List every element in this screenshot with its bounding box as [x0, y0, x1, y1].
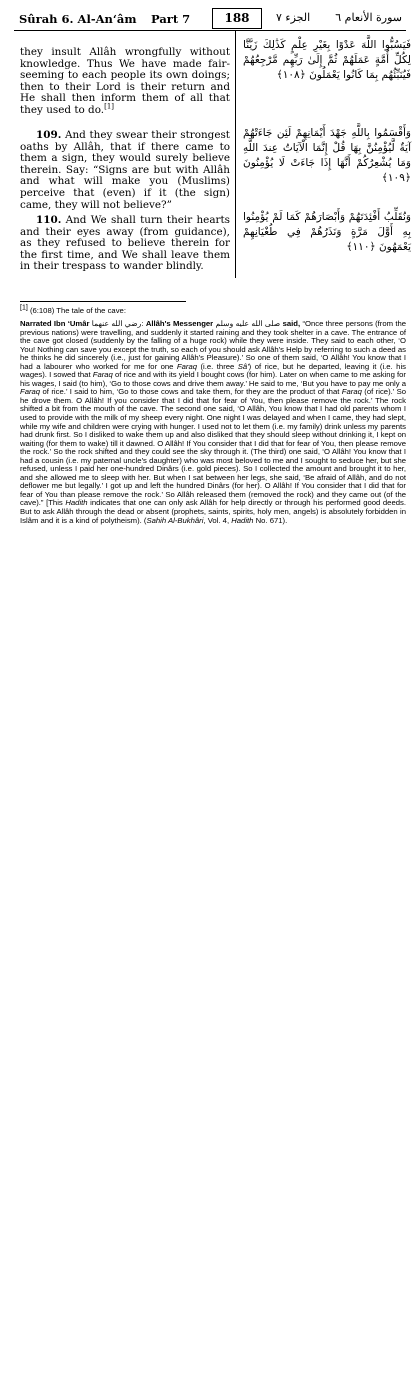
- part-label-english: Part 7: [151, 12, 191, 26]
- verse-110-english: 110. And We shall turn their hearts and their eyes away (from guidance), as they refused to believe therein for the first time, and We shall leave them in their trespass to wander blindly.: [20, 214, 230, 273]
- column-divider: [235, 30, 236, 278]
- page-header: [14, 6, 406, 31]
- surah-title-arabic: سورة الأنعام ٦: [335, 11, 402, 24]
- part-label-arabic: الجزء ٧: [276, 11, 311, 24]
- footnote-body: Narrated Ibn ‘Umâr رضي الله عنهما: Allâh's Messenger صلى الله عليه وسلم said, “Once three persons (from the previous nations) were travelling, and suddenly it started raining and they took shelter in a cave. The entrance of the cave got closed (suddenly by the falling of a huge rock) while they were inside. They said to each other, ‘O You! Nothing can save you except the truth, so each of you should ask Allâh's Help by referring to such a deed as he thinks he did sincerely (i.e., just for gaining Allâh's Pleasure).’ So one of them said, ‘O Allâh! You know that I had a labourer who worked for me for one Faraq (i.e. three Sâ') of rice, but he departed, leaving it (i.e. his wages). I sowed that Faraq of rice and with its yield I bought cows (for him). Later on when came to me asking for his wages, I said (to him), ‘Go to those cows and drive them away.’ He said to me, ‘But you have to pay me only a Faraq of rice.’ I said to him, ‘Go to those cows and take them, for they are the product of that Faraq (of rice).’ So he drove them. O Allâh! If you consider that I did that for fear of You, then please remove the rock.’ The rock shifted a bit from the mouth of the cave. The second one said, ‘O Allâh, You know that I had old parents whom I used to provide with the milk of my sheep every night. One night I was delayed and when I came, they had slept, while my wife and children were crying with hunger. I used not to let them (i.e. my family) drink unless my parents had drunk first. So I disliked to wake them up and also disliked that they should sleep without drinking it, I kept on waiting (for them to wake) till it dawned. O Allâh! If You consider that I did that for fear of You, then please remove the rock.’ So the rock shifted and they could see the sky through it. (The third) one said, ‘O Allâh! You know that I had a cousin (i.e. my paternal uncle's daughter) who was most beloved to me and I sought to seduce her, but she refused, unless I paid her one-hundred Dinârs (i.e. gold pieces). So I collected the amount and brought it to her, and she allowed me to sleep with her. But when I sat between her legs, she said, ‘Be afraid of Allâh, and do not deflower me but legally.’ I got up and left the hundred Dinârs (for her). O Allâh! If You consider that I did that for fear of You than please remove the rock.’ So Allâh released them (removed the rock) and they came out (of the cave).” [This Hadith indicates that one can only ask Allâh for help directly or through his performed good deeds. But to ask Allâh through the dead or absent (prophets, saints, spirits, holy men, angels) is absolutely forbidden in Islâm and it is a kind of polytheism). (Sahih Al-Bukhâri, Vol. 4, Hadith No. 671).: [20, 319, 407, 525]
- verse-number: 109.: [36, 129, 62, 141]
- verse-110-arabic: وَنُقَلِّبُ أَفْئِدَتَهُمْ وَأَبْصَارَهُمْ كَمَا لَمْ يُؤْمِنُوا بِهِ أَوَّلَ مَرَّةٍ وَنَذَرُهُمْ فِي طُغْيَانِهِمْ يَعْمَهُونَ ﴿١١٠﴾: [243, 211, 411, 253]
- footnote-marker: [1]: [104, 102, 115, 111]
- verse-109-arabic: وَأَقْسَمُوا بِاللَّهِ جَهْدَ أَيْمَانِهِمْ لَئِن جَاءَتْهُمْ آيَةٌ لَّيُؤْمِنُنَّ بِهَا قُلْ إِنَّمَا الْآيَاتُ عِندَ اللَّهِ وَمَا يُشْعِرُكُمْ أَنَّهَا إِذَا جَاءَتْ لَا يُؤْمِنُونَ ﴿١٠٩﴾: [243, 127, 411, 184]
- surah-title-english: Sûrah 6. Al-An‘âm: [19, 12, 137, 26]
- verse-109-english: 109. And they swear their strongest oaths by Allâh, that if there came to them a sign, they would surely believe therein. Say: “Signs are but with Allâh and what will make you (Muslims) perceive that (even) if it (the sign) came, they will not believe?”: [20, 129, 230, 211]
- verse-108-arabic: فَيَسُبُّوا اللَّهَ عَدْوًا بِغَيْرِ عِلْمٍ كَذَٰلِكَ زَيَّنَّا لِكُلِّ أُمَّةٍ عَمَلَهُمْ ثُمَّ إِلَىٰ رَبِّهِم مَّرْجِعُهُمْ فَيُنَبِّئُهُم بِمَا كَانُوا يَعْمَلُونَ ﴿١٠٨﴾: [243, 39, 411, 81]
- verse-108-english: they insult Allâh wrongfully without knowledge. Thus We have made fair-seeming to each people its own doings; then to their Lord is their return and He shall then inform them of all that they used to do.[1]: [20, 46, 230, 116]
- footnote-heading: [1] (6:108) The tale of the cave:: [20, 304, 126, 315]
- verse-number: 110.: [36, 214, 62, 226]
- footnote-separator: [20, 301, 186, 302]
- page-number: 188: [212, 8, 262, 29]
